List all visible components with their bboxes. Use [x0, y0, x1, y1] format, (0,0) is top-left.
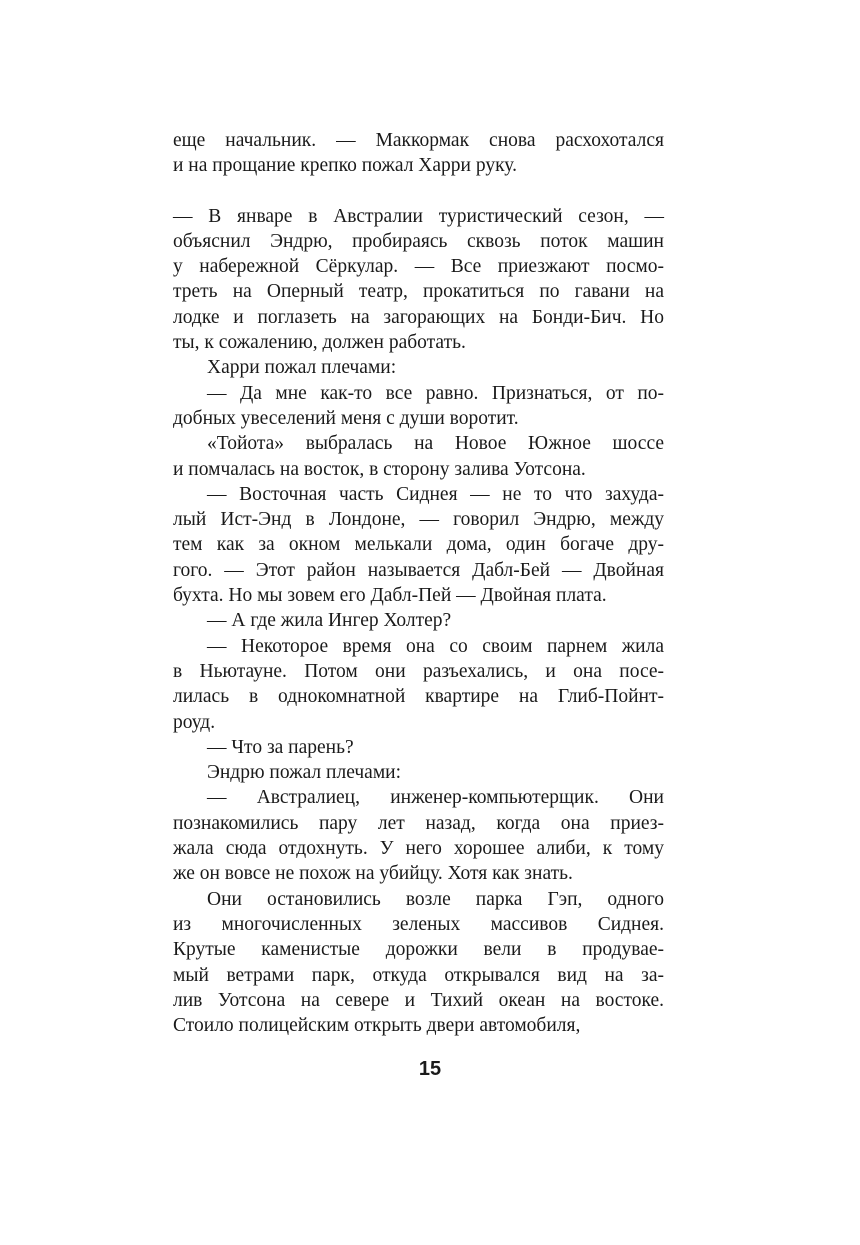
text-line: и помчалась на восток, в сторону залива Уотсона.: [173, 458, 586, 480]
text-line: — Что за парень?: [207, 736, 354, 758]
text-line: в Ньютауне. Потом они разъехались, и она посе-: [173, 660, 664, 682]
text-line: лив Уотсона на севере и Тихий океан на востоке.: [173, 989, 664, 1011]
paragraph: [173, 128, 664, 179]
paragraph: [173, 431, 664, 482]
text-line: из многочисленных зеленых массивов Сиднея.: [173, 913, 664, 935]
paragraph: [173, 482, 664, 608]
text-line: лодке и поглазеть на загорающих на Бонди-Бич. Но: [173, 306, 664, 328]
text-line: еще начальник. — Маккормак снова расхохотался: [173, 130, 664, 151]
text-line: жала сюда отдохнуть. У него хорошее алиби, к тому: [173, 838, 664, 860]
text-line: Эндрю пожал плечами:: [207, 762, 402, 784]
page-number: 15: [418, 1058, 442, 1080]
paragraph: [173, 887, 664, 1039]
text-line: тем как за окном мелькали дома, один богаче дру-: [173, 534, 664, 556]
text-line: лый Ист-Энд в Лондоне, — говорил Эндрю, между: [173, 509, 664, 531]
text-line: роуд.: [173, 711, 216, 733]
text-line: — А где жила Ингер Холтер?: [207, 610, 452, 632]
text-line: Крутые каменистые дорожки вели в продувае-: [173, 939, 664, 961]
text-line: бухта. Но мы зовем его Дабл-Пей — Двойная плата.: [173, 585, 607, 607]
paragraph: [173, 634, 664, 735]
text-line: ты, к сожалению, должен работать.: [173, 332, 466, 354]
body-text: [173, 128, 664, 1038]
text-line: — Да мне как-то все равно. Признаться, от по-: [207, 382, 664, 404]
text-line: — В январе в Австралии туристический сезон, —: [173, 205, 664, 227]
text-line: Харри пожал плечами:: [207, 357, 397, 379]
text-line: добных увеселений меня с души воротит.: [173, 407, 519, 429]
paragraph-gap: [173, 179, 664, 204]
paragraph: [173, 735, 664, 760]
paragraph: [173, 204, 664, 356]
paragraph: [173, 785, 664, 886]
paragraph: [173, 381, 664, 432]
paragraph: [173, 355, 664, 380]
text-line: объяснил Эндрю, пробираясь сквозь поток машин: [173, 230, 664, 252]
text-line: треть на Оперный театр, прокатиться по гавани на: [173, 281, 664, 303]
paragraph: [173, 608, 664, 633]
text-line: у набережной Сёркулар. — Все приезжают посмо-: [173, 256, 664, 278]
text-line: же он вовсе не похож на убийцу. Хотя как знать.: [173, 863, 573, 885]
text-line: «Тойота» выбралась на Новое Южное шоссе: [207, 433, 664, 455]
text-line: познакомились пару лет назад, когда она приез-: [173, 812, 664, 834]
text-line: гого. — Этот район называется Дабл-Бей — Двойная: [173, 559, 664, 581]
text-line: и на прощание крепко пожал Харри руку.: [173, 155, 517, 177]
text-line: — Восточная часть Сиднея — не то что захуда-: [207, 483, 664, 505]
text-line: — Некоторое время она со своим парнем жила: [207, 635, 664, 657]
text-line: Они остановились возле парка Гэп, одного: [207, 888, 664, 910]
text-line: Стоило полицейским открыть двери автомобиля,: [173, 1015, 581, 1037]
text-line: лилась в однокомнатной квартире на Глиб-Пойнт-: [173, 686, 664, 708]
paragraph: [173, 760, 664, 785]
text-line: — Австралиец, инженер-компьютерщик. Они: [207, 787, 664, 809]
text-line: мый ветрами парк, откуда открывался вид на за-: [173, 964, 664, 986]
